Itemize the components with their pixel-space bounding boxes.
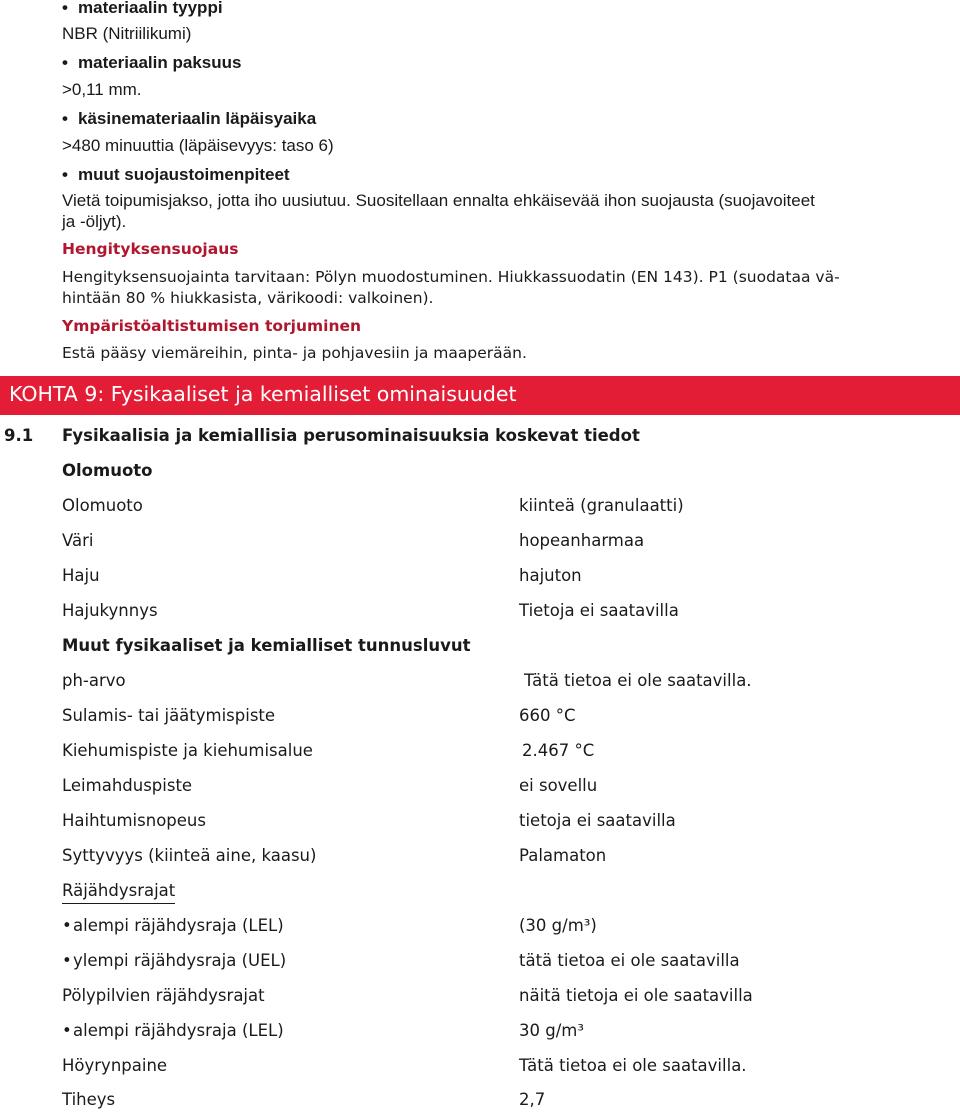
property-row [62, 1090, 942, 1114]
other-properties-title: Muut fysikaaliset ja kemialliset tunnusluvut [62, 636, 471, 655]
property-row [62, 846, 942, 870]
property-row [62, 741, 942, 765]
respiratory-line-2: hintään 80 % hiukkasista, värikoodi: valkoinen). [62, 289, 434, 307]
property-row [62, 601, 942, 625]
property-row [62, 531, 942, 555]
property-value: Tätä tietoa ei ole saatavilla. [524, 671, 752, 690]
section-9-title: KOHTA 9: Fysikaaliset ja kemialliset ominaisuudet [9, 382, 517, 406]
explosive-limits-title-row [62, 881, 942, 905]
property-value: 660 °C [519, 706, 576, 725]
environment-heading: Ympäristöaltistumisen torjuminen [62, 317, 362, 335]
property-row [62, 566, 942, 590]
property-row [62, 1021, 942, 1045]
property-label: Olomuoto [62, 496, 143, 515]
property-value: Palamaton [519, 846, 607, 865]
property-label: Väri [62, 531, 94, 550]
property-value: hopeanharmaa [519, 531, 645, 550]
respiratory-heading: Hengityksensuojaus [62, 240, 239, 258]
property-label: Hajukynnys [62, 601, 158, 620]
breakthrough-time-value: >480 minuuttia (läpäisevyys: taso 6) [62, 136, 334, 155]
property-value: kiinteä (granulaatti) [519, 496, 684, 515]
property-row [62, 916, 942, 940]
property-value: näitä tietoja ei ole saatavilla [519, 986, 753, 1005]
property-row [62, 776, 942, 800]
explosive-limits-title: Räjähdysrajat [62, 881, 175, 904]
property-value: 2.467 °C [522, 741, 595, 760]
property-value: 2,7 [519, 1090, 546, 1109]
property-row [62, 671, 942, 695]
property-row [62, 706, 942, 730]
appearance-title: Olomuoto [62, 461, 153, 480]
property-label: Kiehumispiste ja kiehumisalue [62, 741, 313, 760]
property-value: Tätä tietoa ei ole saatavilla. [519, 1056, 747, 1075]
property-row [62, 951, 942, 975]
property-row [62, 986, 942, 1010]
property-label: Haju [62, 566, 100, 585]
property-value: ei sovellu [519, 776, 598, 795]
material-thickness-value: >0,11 mm. [62, 80, 142, 99]
subsection-number: 9.1 [4, 426, 34, 445]
property-row [62, 811, 942, 835]
property-label: Tiheys [62, 1090, 116, 1109]
breakthrough-time-title: • käsinemateriaalin läpäisyaika [62, 108, 316, 130]
property-value: hajuton [519, 566, 582, 585]
property-label: Höyrynpaine [62, 1056, 168, 1075]
material-type-title: • materiaalin tyyppi [62, 0, 223, 19]
property-row [62, 1056, 942, 1080]
property-value: tietoja ei saatavilla [519, 811, 676, 830]
property-label: Pölypilvien räjähdysrajat [62, 986, 265, 1005]
section-9-banner [0, 376, 960, 415]
other-measures-line-2: ja -öljyt). [62, 212, 127, 231]
respiratory-line-1: Hengityksensuojainta tarvitaan: Pölyn muodostuminen. Hiukkassuodatin (EN 143). P1 (suodataa vä- [62, 268, 840, 286]
property-value: 30 g/m³ [519, 1021, 584, 1040]
property-value: tätä tietoa ei ole saatavilla [519, 951, 740, 970]
subsection-title: Fysikaalisia ja kemiallisia perusominaisuuksia koskevat tiedot [62, 426, 640, 445]
property-label: • alempi räjähdysraja (LEL) [62, 1021, 284, 1040]
other-measures-title: • muut suojaustoimenpiteet [62, 164, 290, 186]
property-label: Leimahduspiste [62, 776, 193, 795]
property-label: ph-arvo [62, 671, 126, 690]
property-label: • ylempi räjähdysraja (UEL) [62, 951, 286, 970]
property-label: • alempi räjähdysraja (LEL) [62, 916, 284, 935]
other-measures-line-1: Vietä toipumisjakso, jotta iho uusiutuu. Suositellaan ennalta ehkäisevää ihon suojausta (suojavoiteet [62, 191, 815, 210]
property-label: Syttyvyys (kiinteä aine, kaasu) [62, 846, 317, 865]
property-label: Sulamis- tai jäätymispiste [62, 706, 276, 725]
material-thickness-title: • materiaalin paksuus [62, 52, 241, 74]
subsection-9-1 [4, 426, 640, 445]
material-type-value: NBR (Nitriilikumi) [62, 24, 192, 43]
environment-text: Estä pääsy viemäreihin, pinta- ja pohjavesiin ja maaperään. [62, 344, 527, 362]
property-value: (30 g/m³) [519, 916, 597, 935]
property-label: Haihtumisnopeus [62, 811, 206, 830]
property-row [62, 496, 942, 520]
property-value: Tietoja ei saatavilla [519, 601, 679, 620]
